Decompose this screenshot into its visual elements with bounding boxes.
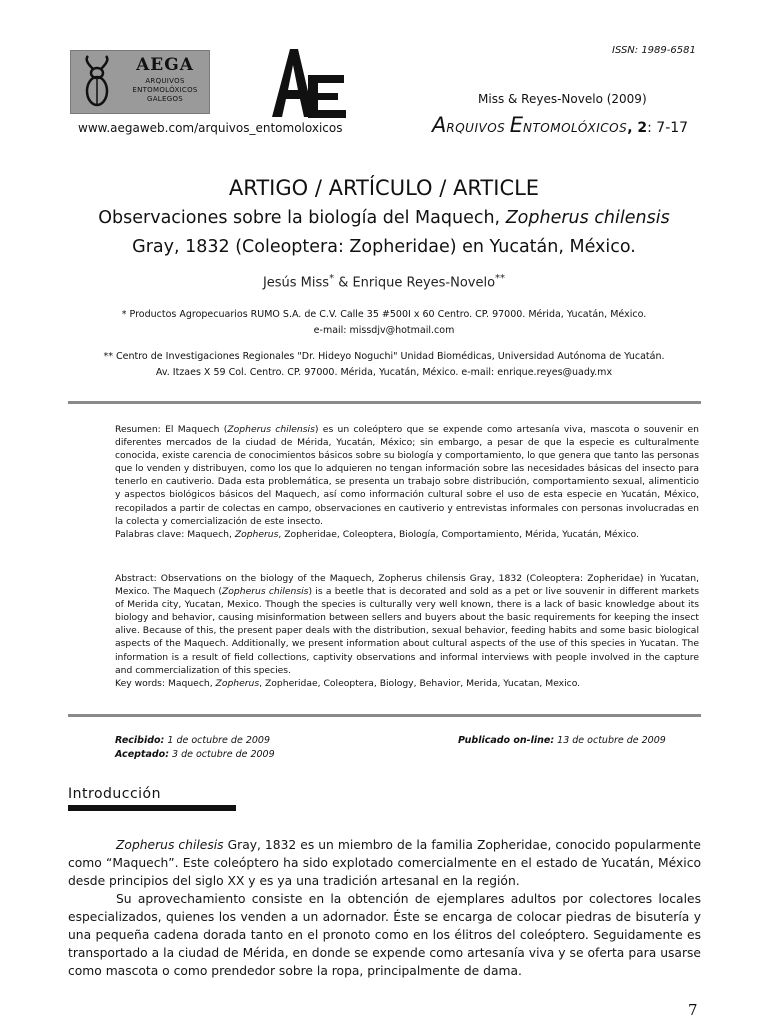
date-accepted: Aceptado: 3 de octubre de 2009 [115, 749, 275, 760]
heading-underline [68, 805, 236, 811]
intro-body [68, 836, 701, 980]
logo-name: AEGA [136, 55, 194, 75]
affiliation-2: ** Centro de Investigaciones Regionales "Dr. Hideyo Noguchi" Unidad Biomédicas, Universidad Autónoma de Yucatán. Av. Itzaes X 59 Col. Centro. CP. 97000. Mérida, Yucatán, México. e-mail: enrique.reyes@uady.mx [103, 351, 665, 378]
article-kind: ARTIGO / ARTÍCULO / ARTICLE [228, 176, 540, 200]
affiliation-1: * Productos Agropecuarios RUMO S.A. de C.V. Calle 35 #500I x 60 Centro. CP. 97000. Mérida, Yucatán, México. e-mail: missdjv@hotmail.com [121, 309, 647, 336]
date-received: Recibido: 1 de octubre de 2009 [115, 735, 270, 746]
section-heading: Introducción [68, 786, 161, 802]
resumen: Resumen: El Maquech (Zopherus chilensis) es un coleóptero que se expende como artesanía viva, mascota o souvenir en diferentes mercados de la ciudad de Mérida, Yucatán, México; sin embargo, a pesar de que la especie es culturalmente conocida, existe carencia de conocimientos básicos sobre su biología y comportamiento, lo que genera que tanto las personas que lo venden y distribuyen, como los que lo adquieren no tengan información sobre las necesidades básicas del insecto para tenerlo en cautiverio. Dada esta problemática, se presenta un trabajo sobre distribución, comportamiento sexual, alimenticio y aspectos biológicos básicos del Maquech, así como información cultural sobre el uso de esta especie en Yucatán, México, recopilados a partir de colectas en campo, observaciones en cautiverio y entrevistas informales con personas involucradas en la colecta y comercialización de este insecto. Palabras clave: Maquech, Zopherus, Zopheridae, Coleoptera, Biología, Comportamiento, Mérida, Yucatán, México. [115, 424, 699, 540]
journal-name: ARQUIVOS ENTOMOLÓXICOS, 2: 7-17 [432, 113, 689, 137]
title-line-1: Observaciones sobre la biología del Maquech, Zopherus chilensis [98, 208, 670, 228]
issn: ISSN: 1989-6581 [612, 45, 696, 56]
title-line-2: Gray, 1832 (Coleoptera: Zopheridae) en Yucatán, México. [132, 237, 636, 257]
date-published: Publicado on-line: 13 de octubre de 2009 [458, 735, 666, 746]
divider-top [68, 401, 701, 404]
page-number: 7 [688, 1001, 698, 1019]
intro-paragraph-2: Su aprovechamiento consiste en la obtención de ejemplares adultos por colectores locales especializados, quienes los venden a un adornador. Éste se encarga de colocar piedras de bisutería y una pequeña cadena dorada tanto en el pronoto como en los élitros del coleóptero. Seguidamente es transportado a la ciudad de Mérida, en donde se expende como artesanía viva y se oferta para usarse como mascota o como prendedor sobre la ropa, principalmente de dama. [68, 892, 701, 978]
beetle-logo-icon [79, 55, 115, 109]
journal-url[interactable]: www.aegaweb.com/arquivos_entomoloxicos [78, 121, 343, 135]
intro-paragraph-1: Zopherus chilesis Gray, 1832 es un miembro de la familia Zopheridae, conocido popularmente como “Maquech”. Este coleóptero ha sido explotado comercialmente en el estado de Yucatán, México desde principios del siglo XX y es ya una tradición artesanal en la región. [68, 838, 701, 888]
ae-monogram-logo [268, 45, 348, 120]
aega-logo [70, 50, 210, 114]
abstract: Abstract: Observations on the biology of the Maquech, Zopherus chilensis Gray, 1832 (Coleoptera: Zopheridae) in Yucatan, Mexico. The Maquech (Zopherus chilensis) is a beetle that is decorated and sold as a pet or live souvenir in different markets of Merida city, Yucatan, Mexico. Though the species is culturally very well known, there is a lack of basic knowledge about its biology and behavior, causing misinformation between sellers and buyers about the basic requirements for keeping the insect alive. Because of this, the present paper deals with the distribution, sexual behavior, feeding habits and some basic biological aspects of the Maquech. Additionally, we present information about cultural aspects of the use of this species in Yucatan. The information is a result of field collections, captivity observations and informal interviews with people involved in the capture and commercialization of this species. Key words: Maquech, Zopherus, Zopheridae, Coleoptera, Biology, Behavior, Merida, Yucatan, Mexico. [115, 573, 699, 689]
divider-bottom [68, 714, 701, 717]
citation: Miss & Reyes-Novelo (2009) [478, 92, 647, 106]
authors: Jesús Miss* & Enrique Reyes-Novelo** [262, 273, 506, 291]
logo-subtitle: ARQUIVOS ENTOMOLÓXICOS GALEGOS [132, 77, 198, 103]
